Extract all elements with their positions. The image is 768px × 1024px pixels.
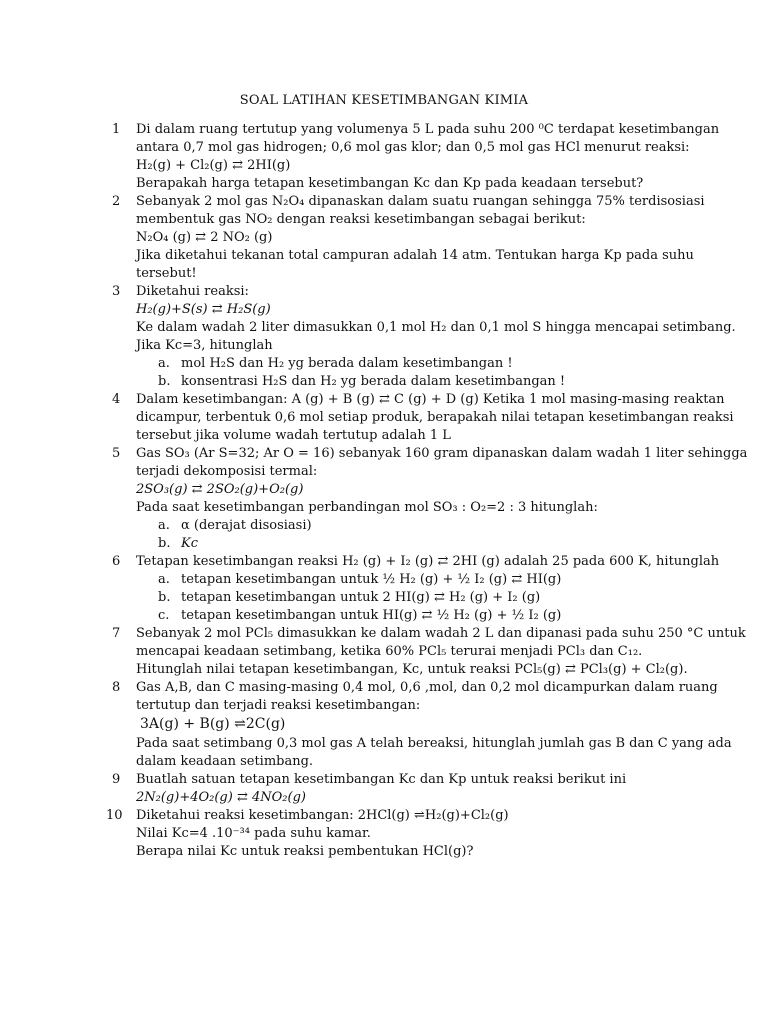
question-number: 8 <box>112 680 121 695</box>
question-10-line-3: Berapa nilai Kc untuk reaksi pembentukan HCl(g)? <box>136 844 474 859</box>
question-8-line-4: Pada saat setimbang 0,3 mol gas A telah bereaksi, hitunglah jumlah gas B dan C yang ada <box>136 736 732 751</box>
question-number: 2 <box>112 194 121 209</box>
question-number: 5 <box>112 446 121 461</box>
question-5-item-a: α (derajat disosiasi) <box>181 518 312 533</box>
question-2-line-1: Sebanyak 2 mol gas N₂O₄ dipanaskan dalam suatu ruangan sehingga 75% terdisosiasi <box>136 194 705 209</box>
question-5-item-b: Kc <box>181 536 198 551</box>
question-7-line-3: Hitunglah nilai tetapan kesetimbangan, Kc, untuk reaksi PCl₅(g) ⇄ PCl₃(g) + Cl₂(g). <box>136 662 688 677</box>
question-number: 6 <box>112 554 121 569</box>
question-7-line-2: mencapai keadaan setimbang, ketika 60% PCl₅ terurai menjadi PCl₃ dan C₁₂. <box>136 644 643 659</box>
question-3-item-b: konsentrasi H₂S dan H₂ yg berada dalam kesetimbangan ! <box>181 374 566 389</box>
question-3-line-4: Jika Kc=3, hitunglah <box>136 338 273 353</box>
question-number: 4 <box>112 392 121 407</box>
question-3-line-1: Diketahui reaksi: <box>136 284 249 299</box>
question-1-line-2: antara 0,7 mol gas hidrogen; 0,6 mol gas klor; dan 0,5 mol gas HCl menurut reaksi: <box>136 140 690 155</box>
question-10-line-1: Diketahui reaksi kesetimbangan: 2HCl(g) ⇌H₂(g)+Cl₂(g) <box>136 808 509 823</box>
question-9-equation: 2N₂(g)+4O₂(g) ⇄ 4NO₂(g) <box>136 790 306 805</box>
question-number: 3 <box>112 284 121 299</box>
question-7-line-1: Sebanyak 2 mol PCl₅ dimasukkan ke dalam wadah 2 L dan dipanasi pada suhu 250 °C untuk <box>136 626 746 641</box>
question-6-item-c: tetapan kesetimbangan untuk HI(g) ⇄ ½ H₂ (g) + ½ I₂ (g) <box>181 608 562 623</box>
sub-item-label: c. <box>158 608 170 623</box>
question-number: 10 <box>106 808 123 823</box>
question-number: 7 <box>112 626 121 641</box>
question-5-line-4: Pada saat kesetimbangan perbandingan mol SO₃ : O₂=2 : 3 hitunglah: <box>136 500 598 515</box>
question-4-line-1: Dalam kesetimbangan: A (g) + B (g) ⇄ C (g) + D (g) Ketika 1 mol masing-masing reaktan <box>136 392 725 407</box>
question-8-line-2: tertutup dan terjadi reaksi kesetimbangan: <box>136 698 421 713</box>
question-8-line-5: dalam keadaan setimbang. <box>136 754 314 769</box>
question-6-item-b: tetapan kesetimbangan untuk 2 HI(g) ⇄ H₂ (g) + I₂ (g) <box>181 590 541 605</box>
question-1-line-4: Berapakah harga tetapan kesetimbangan Kc dan Kp pada keadaan tersebut? <box>136 176 644 191</box>
question-3-line-3: Ke dalam wadah 2 liter dimasukkan 0,1 mol H₂ dan 0,1 mol S hingga mencapai setimbang. <box>136 320 736 335</box>
question-2-line-5: tersebut! <box>136 266 197 281</box>
sub-item-label: b. <box>158 374 171 389</box>
question-1-line-1: Di dalam ruang tertutup yang volumenya 5 L pada suhu 200 ⁰C terdapat kesetimbangan <box>136 122 720 137</box>
question-5-line-2: terjadi dekomposisi termal: <box>136 464 318 479</box>
question-4-line-2: dicampur, terbentuk 0,6 mol setiap produk, berapakah nilai tetapan kesetimbangan reaksi <box>136 410 734 425</box>
question-number: 1 <box>112 122 121 137</box>
question-2-equation: N₂O₄ (g) ⇄ 2 NO₂ (g) <box>136 230 273 245</box>
question-5-equation: 2SO₃(g) ⇄ 2SO₂(g)+O₂(g) <box>136 482 304 497</box>
question-6-line-1: Tetapan kesetimbangan reaksi H₂ (g) + I₂ (g) ⇄ 2HI (g) adalah 25 pada 600 K, hitunglah <box>136 554 720 569</box>
question-2-line-4: Jika diketahui tekanan total campuran adalah 14 atm. Tentukan harga Kp pada suhu <box>136 248 694 263</box>
question-8-line-1: Gas A,B, dan C masing-masing 0,4 mol, 0,6 ,mol, dan 0,2 mol dicampurkan dalam ruang <box>136 680 718 695</box>
question-3-equation: H₂(g)+S(s) ⇄ H₂S(g) <box>136 302 271 317</box>
sub-item-label: b. <box>158 536 171 551</box>
sub-item-label: a. <box>158 518 170 533</box>
sub-item-label: b. <box>158 590 171 605</box>
page-title: SOAL LATIHAN KESETIMBANGAN KIMIA <box>239 93 529 108</box>
question-2-line-2: membentuk gas NO₂ dengan reaksi kesetimbangan sebagai berikut: <box>136 212 586 227</box>
question-number: 9 <box>112 772 121 787</box>
question-6-item-a: tetapan kesetimbangan untuk ½ H₂ (g) + ½ I₂ (g) ⇄ HI(g) <box>181 572 562 587</box>
question-1-equation: H₂(g) + Cl₂(g) ⇄ 2HI(g) <box>136 158 291 173</box>
sub-item-label: a. <box>158 572 170 587</box>
question-4-line-3: tersebut jika volume wadah tertutup adalah 1 L <box>136 428 451 443</box>
sub-item-label: a. <box>158 356 170 371</box>
question-10-line-2: Nilai Kc=4 .10⁻³⁴ pada suhu kamar. <box>136 826 371 841</box>
question-8-equation: 3A(g) + B(g) ⇌2C(g) <box>140 716 286 732</box>
question-3-item-a: mol H₂S dan H₂ yg berada dalam kesetimbangan ! <box>181 356 513 371</box>
question-5-line-1: Gas SO₃ (Ar S=32; Ar O = 16) sebanyak 160 gram dipanaskan dalam wadah 1 liter sehingga <box>136 446 748 461</box>
question-9-line-1: Buatlah satuan tetapan kesetimbangan Kc dan Kp untuk reaksi berikut ini <box>136 772 627 787</box>
